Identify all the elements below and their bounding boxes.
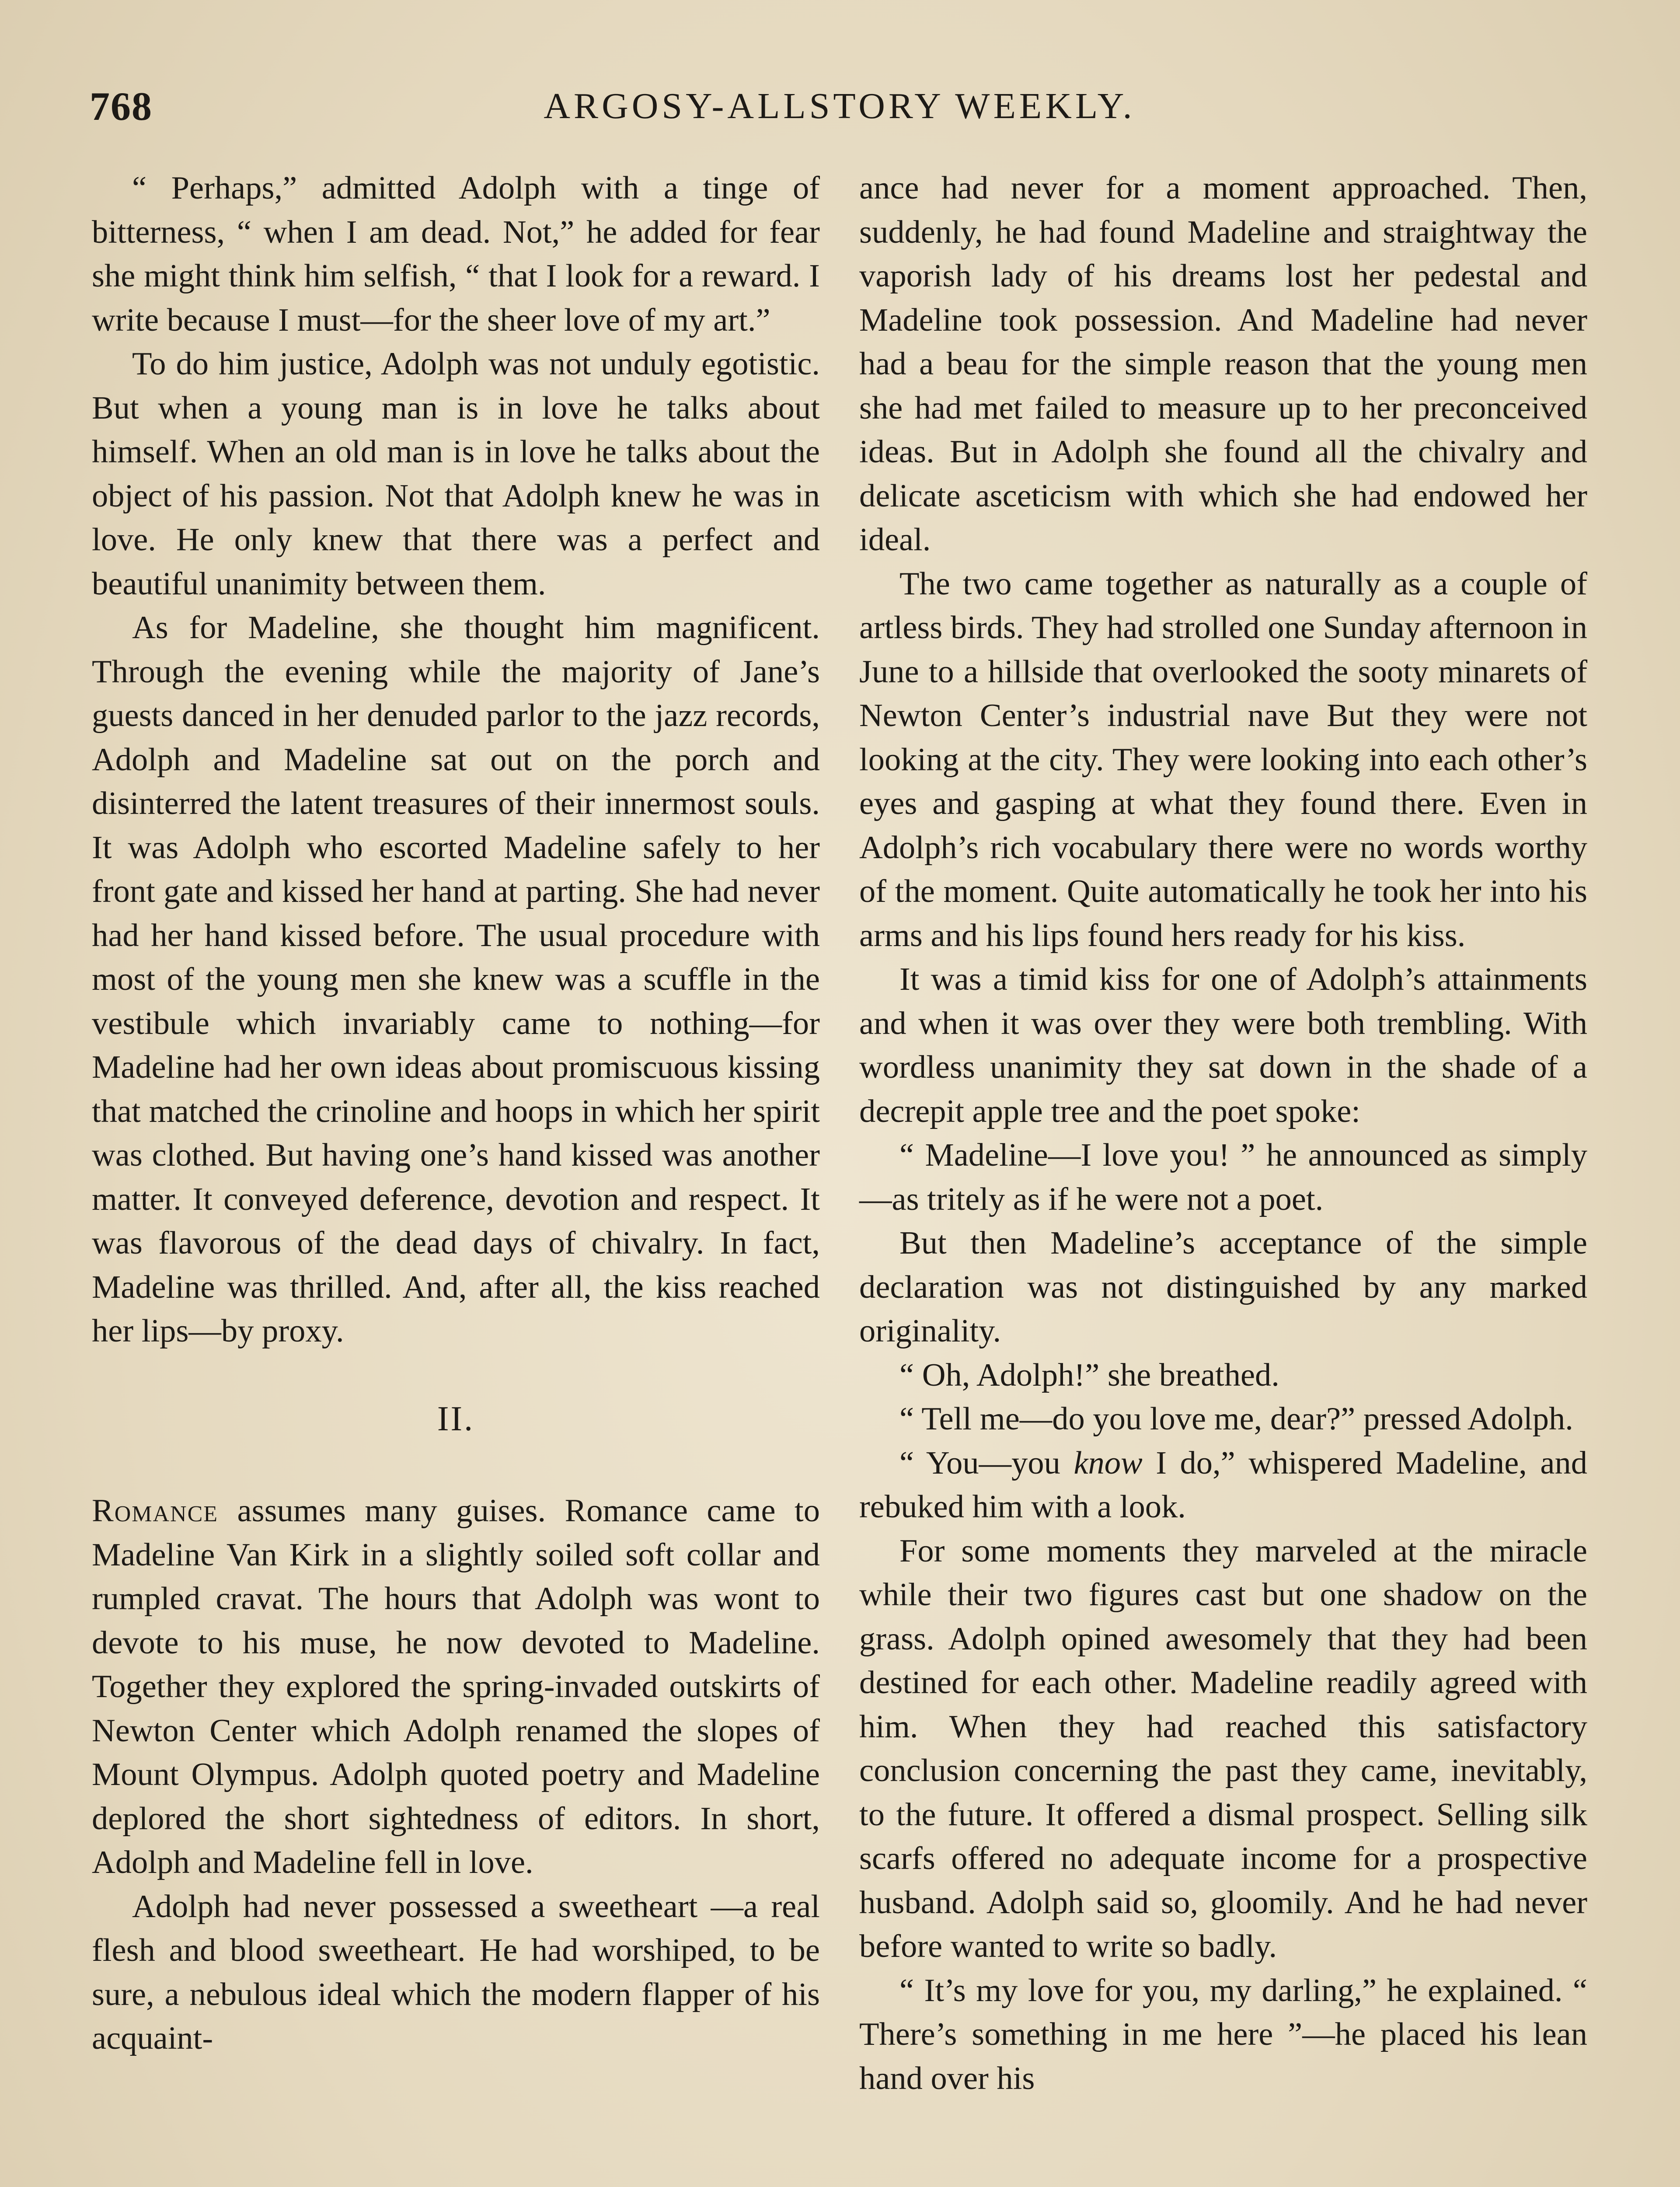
paragraph: For some moments they marveled at the miracle while their two figures cast but one shadow on the grass. Adolph opined awesomely that they had been destined for each other. Madeline readily agreed with him. When they had reached this satisfactory conclusion concerning the past they came, inevitably, to the future. It offered a dismal prospect. Selling silk scarfs offered no adequate income for a prospective husband. Adolph said so, gloomily. And he had never before wanted to write so badly. [859,1533,1587,1964]
paragraph-text: “ You—you [899,1445,1074,1481]
paragraph: The two came together as naturally as a couple of artless birds. They had strolled one Sunday afternoon in June to a hillside that overlooked the sooty minarets of Newton Center’s industrial nave But they were not looking at the city. They were looking into each other’s eyes and gasping at what they found there. Even in Adolph’s rich vocabulary there were no words worthy of the moment. Quite automatically he took her into his arms and his lips found hers ready for his kiss. [859,566,1587,954]
paragraph: To do him justice, Adolph was not unduly egotistic. But when a young man is in love he talks about himself. When an old man is in love he talks about the object of his passion. Not that Adolph knew he was in love. He only knew that there was a perfect and beautiful unanimity between them. [92,346,820,602]
paragraph-text: assumes many guises. Romance came to Madeline Van Kirk in a slightly soiled soft collar and rumpled cravat. The hours that Adolph was wont to devote to his muse, he now devoted to Madeline. Together they explored the spring-invaded outskirts of Newton Center which Adolph renamed the slopes of Mount Olympus. Adolph quoted poetry and Madeline deplored the short sightedness of editors. In short, Adolph and Madeline fell in love. [92,1493,820,1880]
paragraph: As for Madeline, she thought him magnificent. Through the evening while the majority of Jane’s guests danced in her denuded parlor to the jazz records, Adolph and Madeline sat out on the porch and disinterred the latent treasures of their innermost souls. It was Adolph who escorted Madeline safely to her front gate and kissed her hand at parting. She had never had her hand kissed before. The usual procedure with most of the young men she knew was a scuffle in the vestibule which invariably came to nothing—for Madeline had her own ideas about promiscuous kissing that matched the crinoline and hoops in which her spirit was clothed. But having one’s hand kissed was another matter. It conveyed deference, devotion and respect. It was flavorous of the dead days of chivalry. In fact, Madeline was thrilled. And, after all, the kiss reached her lips—by proxy. [92,610,820,1349]
paragraph: ance had never for a moment approached. Then, suddenly, he had found Madeline and straightway the vaporish lady of his dreams lost her pedestal and Madeline took possession. And Madeline had never had a beau for the simple reason that the young men she had met failed to measure up to her preconceived ideas. But in Adolph she found all the chivalry and delicate asceticism with which she had endowed her ideal. [859,170,1587,558]
paragraph-text: I do,” whispered Madeline, and rebuked him with a look. [859,1445,1587,1525]
section-heading: II. [437,1399,475,1438]
paragraph: “ Perhaps,” admitted Adolph with a tinge of bitterness, “ when I am dead. Not,” he added for fear she might think him selfish, “ that I look for a reward. I write because I must—for the sheer love of my art.” [92,170,820,338]
paragraph: “ It’s my love for you, my darling,” he explained. “ There’s something in me here ”—he placed his lean hand over his [859,1972,1587,2096]
right-column [859,166,1587,2100]
running-head: ARGOSY-ALLSTORY WEEKLY. [544,86,1136,126]
paragraph: But then Madeline’s acceptance of the simple declaration was not distinguished by any marked originality. [859,1225,1587,1349]
paragraph: “ Madeline—I love you! ” he announced as simply—as tritely as if he were not a poet. [859,1137,1587,1217]
emphasis: know [1074,1445,1143,1481]
paragraph [92,1489,820,1885]
left-column [92,166,820,2061]
drop-lead-word: Romance [92,1493,219,1529]
paragraph: It was a timid kiss for one of Adolph’s attainments and when it was over they were both trembling. With wordless unanimity they sat down in the shade of a decrepit apple tree and the poet spoke: [859,961,1587,1129]
paragraph: “ Oh, Adolph!” she breathed. [899,1357,1279,1393]
paragraph [859,1441,1587,1529]
page-number: 768 [90,84,153,129]
paragraph: “ Tell me—do you love me, dear?” pressed Adolph. [899,1401,1573,1437]
paragraph: Adolph had never possessed a sweetheart —a real flesh and blood sweetheart. He had worshiped, to be sure, a nebulous ideal which the modern flapper of his acquaint- [92,1888,820,2056]
page-header [90,83,1589,136]
